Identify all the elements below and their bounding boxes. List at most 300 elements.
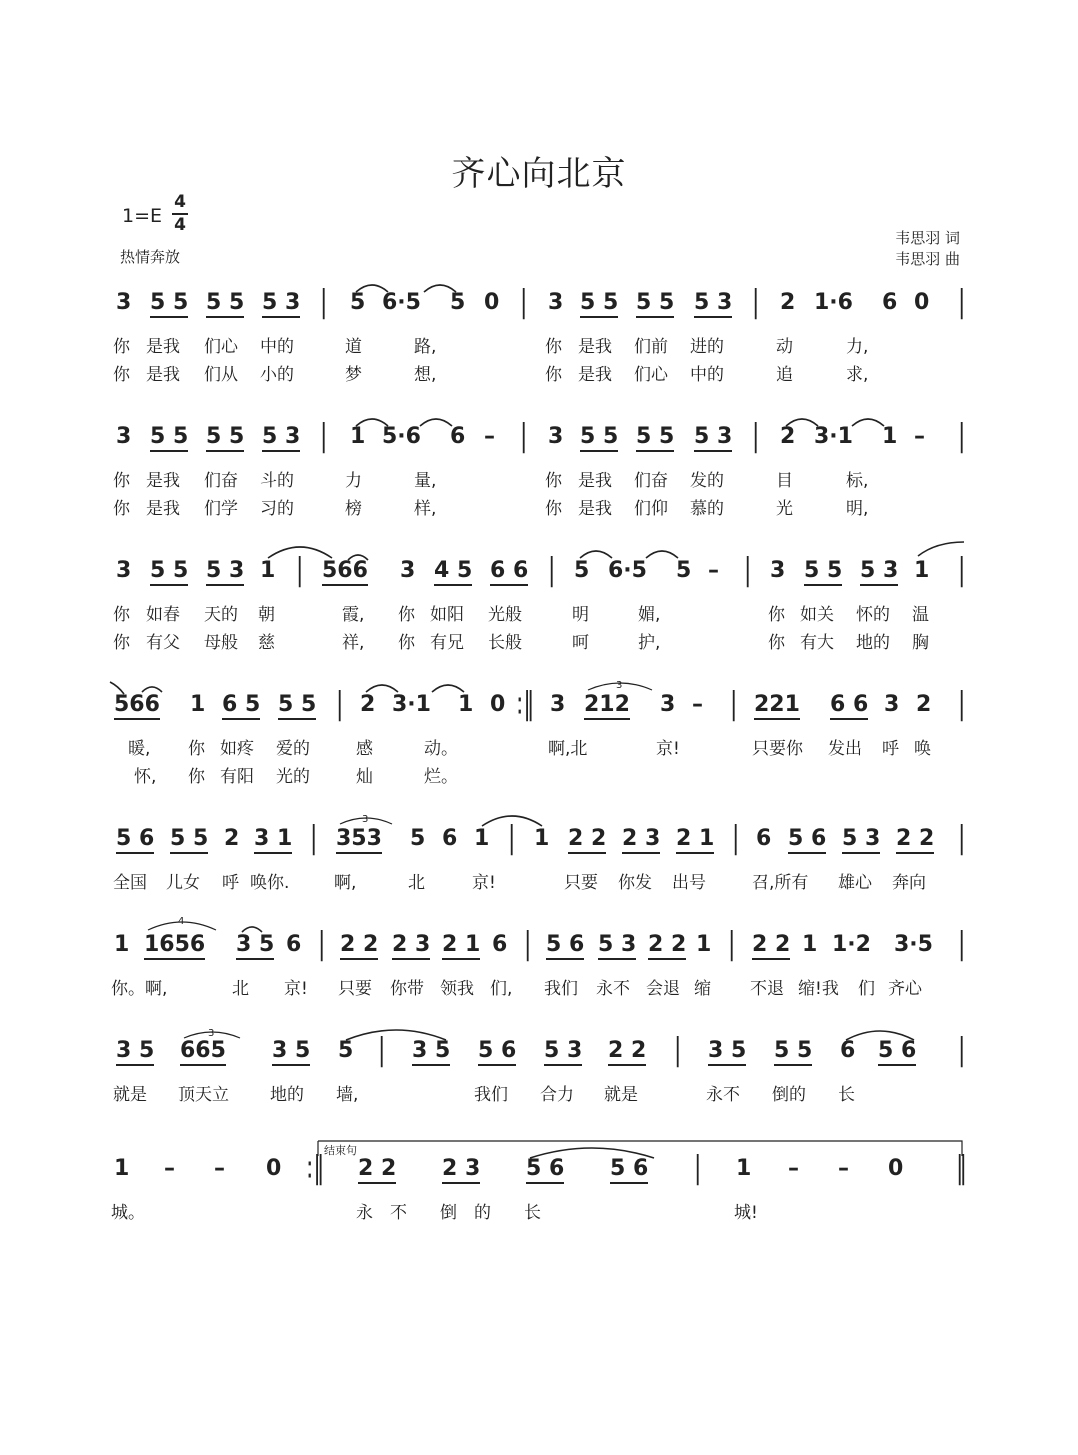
note-group: – (164, 1156, 175, 1181)
lyric-word: 慕的 (690, 499, 724, 519)
note-group: 1 (114, 932, 130, 957)
note-group: 3 (548, 290, 564, 315)
note-group: 1 (696, 932, 712, 957)
slur (420, 419, 452, 426)
lyric-word: 出号 (672, 873, 706, 893)
lyric-word: 啊, (334, 873, 357, 893)
note-group: 5 5 (580, 424, 618, 452)
note-group: 5 (410, 826, 426, 851)
note-group: 5 5 (150, 290, 188, 318)
lyric-word: 儿女 (166, 873, 200, 893)
note-group: 5 5 (580, 290, 618, 318)
lyric-word: 护, (638, 633, 661, 653)
lyric-word: 进的 (690, 337, 724, 357)
note-group: 2 2 (608, 1038, 646, 1066)
lyric-word: 就是 (113, 1085, 147, 1105)
slur-group (110, 285, 964, 1158)
lyric-word: 力, (846, 337, 869, 357)
lyric-word: 呼 (222, 873, 239, 893)
note-group: 3 (884, 692, 900, 717)
lyric-word: 们奋 (634, 471, 668, 491)
barline: | (310, 821, 318, 856)
lyric-word: 动 (776, 337, 793, 357)
lyric-word: 我们 (544, 979, 578, 999)
note-group: 5 6 (610, 1156, 648, 1184)
lyric-word: 们心 (634, 365, 668, 385)
note-group: 6 (450, 424, 466, 449)
slur (482, 816, 542, 826)
slur (432, 685, 464, 692)
note-group: 5 5 (150, 558, 188, 586)
lyric-word: 们 (858, 979, 875, 999)
barline: | (318, 927, 326, 962)
note-group: 5 5 (206, 424, 244, 452)
triplet-number: 3 (362, 814, 369, 825)
lyric-word: 你发 (618, 873, 652, 893)
note-group: 2 2 (896, 826, 934, 854)
note-group: – (484, 424, 495, 449)
lyric-word: 霞, (342, 605, 365, 625)
note-group: 5 3 (598, 932, 636, 960)
slur (356, 285, 388, 292)
lyric-word: 明 (572, 605, 589, 625)
note-group: 5 6 (546, 932, 584, 960)
lyric-word: 你 (188, 767, 205, 787)
lyric-word: 求, (846, 365, 869, 385)
note-group: 1 (474, 826, 490, 851)
lyric-word: 怀, (134, 767, 157, 787)
lyric-word: 你 (113, 471, 130, 491)
lyric-word: 召,所有 (752, 873, 809, 893)
note-group: – (214, 1156, 225, 1181)
lyric-word: 如关 (800, 605, 834, 625)
note-group: 5 6 (478, 1038, 516, 1066)
lyric-word: 中的 (690, 365, 724, 385)
lyric-word: 榜 (345, 499, 362, 519)
slur (356, 419, 388, 426)
lyric-word: 有阳 (220, 767, 254, 787)
note-group: 3 5 (116, 1038, 154, 1066)
note-group: 3 5 (412, 1038, 450, 1066)
note-group: – (788, 1156, 799, 1181)
lyric-word: 你带 (390, 979, 424, 999)
lyric-word: 你 (113, 499, 130, 519)
lyric-word: 你 (398, 605, 415, 625)
lyric-word: 京! (656, 739, 680, 759)
lyric-word: 是我 (146, 365, 180, 385)
lyric-word: 是我 (578, 337, 612, 357)
note-group: 3 (660, 692, 676, 717)
note-group: 3 5 (272, 1038, 310, 1066)
lyric-word: 感 (356, 739, 373, 759)
note-group: – (914, 424, 925, 449)
note-group: 221 (754, 692, 800, 720)
note-group: 1 (914, 558, 930, 583)
lyric-word: 城。 (111, 1203, 145, 1223)
note-group: 5 5 (636, 290, 674, 318)
lyric-word: 有父 (146, 633, 180, 653)
note-group: 5 5 (206, 290, 244, 318)
lyric-word: 倒的 (772, 1085, 806, 1105)
barline: :‖ (516, 687, 535, 722)
lyric-word: 是我 (578, 365, 612, 385)
barline: | (520, 419, 528, 454)
note-group: 0 (914, 290, 930, 315)
note-group: 566 (114, 692, 160, 720)
note-group: 3 (116, 558, 132, 583)
barline: | (508, 821, 516, 856)
lyric-word: 力 (345, 471, 362, 491)
lyric-word: 雄心 (838, 873, 872, 893)
barline: | (744, 553, 752, 588)
lyric-word: 奔向 (892, 873, 926, 893)
lyric-word: 有大 (800, 633, 834, 653)
time-signature-bottom: 4 (174, 214, 186, 235)
note-group: 5 5 (636, 424, 674, 452)
note-group: 5 6 (116, 826, 154, 854)
lyric-word: 们奋 (204, 471, 238, 491)
note-group: 5 (338, 1038, 354, 1063)
barline: ‖ (956, 1151, 967, 1186)
note-group: 5 5 (804, 558, 842, 586)
lyric-word: 灿 (356, 767, 373, 787)
lyric-word: 媚, (638, 605, 661, 625)
slur (530, 1148, 654, 1158)
note-group: – (692, 692, 703, 717)
note-group: 1 (882, 424, 898, 449)
note-group: 5 6 (788, 826, 826, 854)
lyric-word: 啊,北 (548, 739, 588, 759)
page-title: 齐心向北京 (451, 154, 627, 194)
barline: | (732, 821, 740, 856)
lyric-word: 慈 (258, 633, 275, 653)
lyric-word: 你 (545, 365, 562, 385)
note-group: 2 1 (442, 932, 480, 960)
lyric-word: 齐心 (888, 979, 922, 999)
lyric-word: 如阳 (430, 605, 464, 625)
barline: | (958, 419, 966, 454)
barline: | (728, 927, 736, 962)
lyric-word: 唤 (914, 739, 931, 759)
note-group: 3·5 (894, 932, 933, 957)
lyric-word: 天的 (204, 605, 238, 625)
lyric-word: 会退 (646, 979, 680, 999)
note-group: 212 (584, 692, 630, 720)
note-group: 2 3 (442, 1156, 480, 1184)
note-group: 6 (492, 932, 508, 957)
note-group: 5 3 (860, 558, 898, 586)
barline: | (674, 1033, 682, 1068)
lyric-word: 京! (472, 873, 496, 893)
note-group: 5 3 (694, 290, 732, 318)
lyric-word: 爱的 (276, 739, 310, 759)
note-group: 5 (450, 290, 466, 315)
note-group: 1·2 (832, 932, 871, 957)
note-group: 1 (534, 826, 550, 851)
lyric-word: 朝 (258, 605, 275, 625)
lyric-word: 你 (398, 633, 415, 653)
note-group: 5 (676, 558, 692, 583)
lyric-word: 是我 (146, 337, 180, 357)
lyric-word: 我们 (474, 1085, 508, 1105)
lyric-word: 呵 (572, 633, 589, 653)
lyric-word: 缩 (694, 979, 711, 999)
barline: | (730, 687, 738, 722)
lyric-word: 样, (414, 499, 437, 519)
note-group: 665 (180, 1038, 226, 1066)
lyric-word: 合力 (540, 1085, 574, 1105)
note-group: 1·6 (814, 290, 853, 315)
lyric-word: 目 (776, 471, 793, 491)
slur (142, 687, 162, 692)
note-group: 3 (770, 558, 786, 583)
lyric-word: 不退 (750, 979, 784, 999)
slur (242, 927, 262, 932)
lyric-word: 祥, (342, 633, 365, 653)
barline: | (296, 553, 304, 588)
lyric-word: 的 (474, 1203, 491, 1223)
lyric-word: 不 (390, 1203, 407, 1223)
lyric-word: 长 (838, 1085, 855, 1105)
lyric-word: 只要 (338, 979, 372, 999)
triplet-number: 3 (616, 680, 623, 691)
lyric-word: 全国 (113, 873, 147, 893)
note-group: 5 6 (878, 1038, 916, 1066)
note-group: 2 2 (340, 932, 378, 960)
key-signature: 1=E (122, 205, 163, 227)
lyric-word: 光 (776, 499, 793, 519)
note-group: 5 5 (170, 826, 208, 854)
note-group: 5·6 (382, 424, 421, 449)
lyric-word: 地的 (270, 1085, 304, 1105)
note-group: 5 3 (694, 424, 732, 452)
lyric-word: 追 (776, 365, 793, 385)
lyric-word: 你 (113, 605, 130, 625)
slur (852, 419, 884, 426)
note-group: 6 (882, 290, 898, 315)
lyric-word: 你 (768, 633, 785, 653)
note-group: 6 6 (830, 692, 868, 720)
note-group: 5 (574, 558, 590, 583)
lyricist-credit: 韦思羽 词 (895, 229, 960, 247)
lyric-word: 领我 (440, 979, 474, 999)
note-group: 1 (802, 932, 818, 957)
slur (846, 1031, 914, 1040)
note-group: 353 (336, 826, 382, 854)
slur (786, 419, 818, 426)
lyric-word: 动。 (424, 739, 458, 759)
lyric-word: 们学 (204, 499, 238, 519)
note-group: 1 (190, 692, 206, 717)
slur (268, 547, 332, 558)
tuplet-numbers (178, 680, 622, 1039)
lyric-word: 母般 (204, 633, 238, 653)
triplet-number: 3 (208, 1028, 215, 1039)
note-group: 4 5 (434, 558, 472, 586)
lyric-word: 你 (545, 337, 562, 357)
lyric-word: 怀的 (856, 605, 890, 625)
barline: | (752, 419, 760, 454)
note-group: 2 (916, 692, 932, 717)
lyric-word: 是我 (146, 471, 180, 491)
lyric-word: 墙, (336, 1085, 359, 1105)
note-group: 5 3 (262, 424, 300, 452)
slur (110, 682, 124, 694)
note-group: 2 1 (676, 826, 714, 854)
lyric-word: 烂。 (424, 767, 458, 787)
lyric-word: 光的 (276, 767, 310, 787)
note-group: – (838, 1156, 849, 1181)
note-group: 5 5 (278, 692, 316, 720)
note-group: 2 (780, 424, 796, 449)
barline: | (520, 285, 528, 320)
note-group: 3 (548, 424, 564, 449)
lyric-word: 北 (232, 979, 249, 999)
lyric-word: 想, (414, 365, 437, 385)
note-group: 2 (780, 290, 796, 315)
note-group: 2 2 (358, 1156, 396, 1184)
note-group: 2 2 (752, 932, 790, 960)
lyric-word: 有兄 (430, 633, 464, 653)
note-group: 3 5 (236, 932, 274, 960)
note-group: 6 (840, 1038, 856, 1063)
note-group: 6 5 (222, 692, 260, 720)
lyric-word: 们心 (204, 337, 238, 357)
note-group: 2 (360, 692, 376, 717)
note-group: 6 6 (490, 558, 528, 586)
lyric-word: 量, (414, 471, 437, 491)
lyric-word: 你 (188, 739, 205, 759)
note-group: 5 6 (526, 1156, 564, 1184)
slur (424, 285, 456, 292)
lyric-word: 长般 (488, 633, 522, 653)
lyric-word: 你 (113, 365, 130, 385)
quadruplet-number: 4 (178, 916, 185, 927)
note-group: 2 (224, 826, 240, 851)
composer-credit: 韦思羽 曲 (895, 250, 960, 268)
barline: | (378, 1033, 386, 1068)
note-group: 1 (736, 1156, 752, 1181)
note-group: 5 3 (842, 826, 880, 854)
lyric-word: 是我 (578, 499, 612, 519)
barline: | (320, 419, 328, 454)
lyric-word: 们, (490, 979, 513, 999)
lyric-word: 小的 (260, 365, 294, 385)
slur (646, 551, 678, 558)
lyric-word: 唤你. (250, 873, 290, 893)
lyric-word: 缩!我 (798, 979, 839, 999)
barline: | (694, 1151, 702, 1186)
slur (918, 542, 964, 556)
lyric-word: 胸 (912, 633, 929, 653)
lyric-word: 顶天立 (178, 1085, 229, 1105)
lyric-word: 京! (284, 979, 308, 999)
lyric-word: 地的 (856, 633, 890, 653)
barline: | (958, 553, 966, 588)
note-group: 5 3 (544, 1038, 582, 1066)
tuplet-group (148, 683, 962, 1156)
lyric-word: 只要 (564, 873, 598, 893)
note-group: 2 3 (392, 932, 430, 960)
note-group: 1 (350, 424, 366, 449)
barline: | (524, 927, 532, 962)
note-group: 1 (114, 1156, 130, 1181)
lyric-word: 发出 (828, 739, 862, 759)
slur (580, 551, 612, 558)
note-group: 1656 (144, 932, 205, 960)
lyric-word: 你 (113, 633, 130, 653)
lyric-word: 长 (524, 1203, 541, 1223)
lyric-word: 们前 (634, 337, 668, 357)
lyric-word: 梦 (345, 365, 362, 385)
note-group: 3 (116, 290, 132, 315)
note-group: 5 (350, 290, 366, 315)
lyric-word: 你 (768, 605, 785, 625)
note-group: 3 (550, 692, 566, 717)
lyric-word: 发的 (690, 471, 724, 491)
lyric-word: 标, (846, 471, 869, 491)
lyric-word: 永不 (596, 979, 630, 999)
lyric-word: 光般 (488, 605, 522, 625)
lyric-word: 永 (356, 1203, 373, 1223)
note-group: 5 3 (262, 290, 300, 318)
barline: | (320, 285, 328, 320)
time-signature-top: 4 (174, 192, 186, 212)
barline: | (958, 687, 966, 722)
note-group: 5 3 (206, 558, 244, 586)
lyric-word: 就是 (604, 1085, 638, 1105)
lyric-word: 你 (545, 499, 562, 519)
barline: :‖ (306, 1151, 325, 1186)
lyric-word: 永不 (706, 1085, 740, 1105)
note-group: 566 (322, 558, 368, 586)
lyric-word: 是我 (578, 471, 612, 491)
lyric-word: 中的 (260, 337, 294, 357)
slur (366, 685, 398, 692)
lyric-word: 你 (113, 337, 130, 357)
lyric-word: 路, (414, 337, 437, 357)
lyric-word: 北 (408, 873, 425, 893)
note-group: 6·5 (382, 290, 421, 315)
barline: | (958, 285, 966, 320)
lyric-word: 明, (846, 499, 869, 519)
note-group: 6 (286, 932, 302, 957)
note-group: 0 (888, 1156, 904, 1181)
note-group: 5 5 (774, 1038, 812, 1066)
barline: | (958, 927, 966, 962)
slur (348, 555, 368, 560)
lyric-word: 倒 (440, 1203, 457, 1223)
note-group: 3 (400, 558, 416, 583)
barline: | (958, 1033, 966, 1068)
note-group: 6·5 (608, 558, 647, 583)
note-group: 3·1 (392, 692, 431, 717)
tempo-marking: 热情奔放 (120, 248, 181, 266)
lyric-word: 斗的 (260, 471, 294, 491)
lyric-word: 温 (912, 605, 929, 625)
lyric-word: 道 (345, 337, 362, 357)
lyric-word: 如疼 (220, 739, 254, 759)
note-group: 1 (458, 692, 474, 717)
note-group: 3 1 (254, 826, 292, 854)
note-group: 3 5 (708, 1038, 746, 1066)
lyric-word: 们从 (204, 365, 238, 385)
lyric-word: 呼 (882, 739, 899, 759)
slur (346, 1030, 446, 1040)
lyric-word: 你。啊, (111, 979, 168, 999)
note-group: 0 (484, 290, 500, 315)
note-group: 2 2 (648, 932, 686, 960)
